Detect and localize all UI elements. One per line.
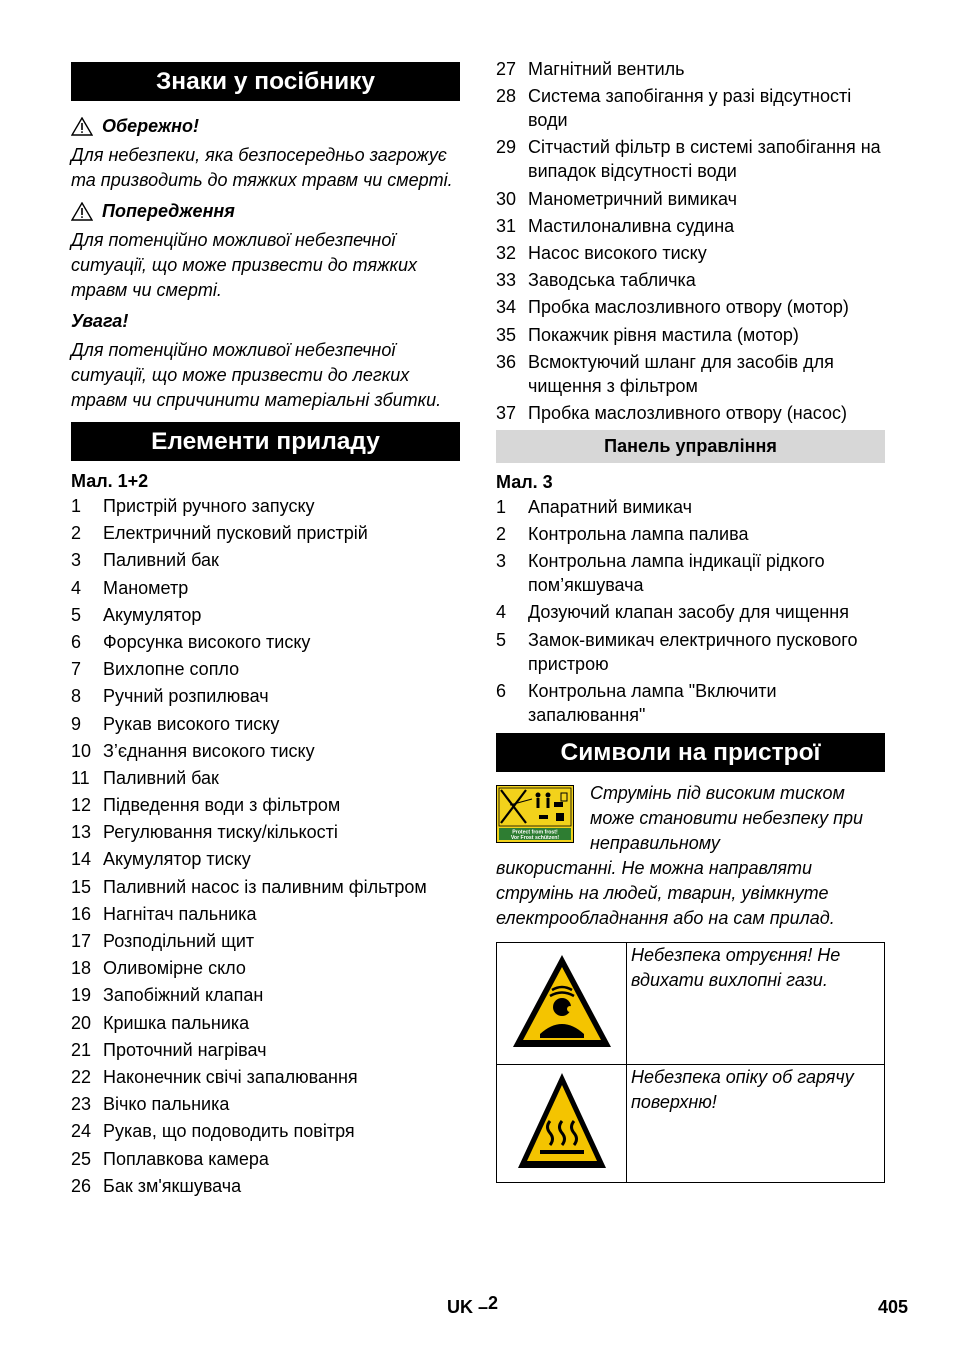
list-item: [496, 350, 885, 398]
item-text: Апаратний вимикач: [528, 496, 692, 517]
list-item: [71, 712, 460, 736]
item-number: 23: [71, 1094, 92, 1115]
item-text: Покажчик рівня мастила (мотор): [528, 324, 799, 345]
hazard-row-poisoning: [497, 942, 885, 1064]
warning-danger-heading: [71, 114, 460, 139]
hazard-table: [496, 942, 885, 1183]
item-number: 3: [496, 551, 507, 572]
item-text: Рукав високого тиску: [103, 713, 280, 734]
list-item: [496, 401, 885, 425]
item-number: 17: [71, 931, 92, 951]
elements-list: [71, 494, 460, 1198]
item-number: 2: [71, 523, 82, 544]
high-pressure-symbol-row: [496, 781, 885, 856]
list-item: [71, 956, 460, 980]
item-text: Контрольна лампа палива: [528, 524, 749, 545]
item-text: Нагнітач пальника: [103, 903, 257, 924]
item-text: Оливомірне скло: [103, 958, 246, 979]
list-item: [496, 522, 885, 546]
item-text: Контрольна лампа "Включити запалювання": [528, 680, 777, 725]
item-number: 35: [496, 324, 517, 345]
item-text: Мастилоналивна судина: [528, 215, 735, 236]
sticker-text-en: Protect from frost!: [512, 829, 558, 836]
list-item: [71, 521, 460, 545]
item-number: 30: [496, 188, 517, 209]
list-item: [71, 630, 460, 654]
right-column: [496, 57, 885, 1183]
item-text: Вічко пальника: [103, 1094, 230, 1115]
warning-danger-text: Для небезпеки, яка безпосередньо загрожує та призводить до тяжких травм чи смерті.: [71, 145, 453, 190]
item-number: 1: [496, 496, 507, 517]
list-item: [71, 548, 460, 572]
item-number: 16: [71, 903, 92, 924]
left-column: [71, 62, 460, 1201]
list-item: [496, 241, 885, 265]
item-number: 21: [71, 1039, 92, 1060]
note-label: Увага!: [71, 311, 129, 331]
item-number: 28: [496, 86, 517, 107]
hot-surface-warning-icon: [516, 1071, 608, 1171]
footer-language: [447, 1293, 499, 1318]
list-item: [71, 1092, 460, 1116]
item-number: 5: [496, 629, 507, 650]
footer-dash: –: [478, 1297, 489, 1317]
item-number: 7: [71, 659, 82, 680]
item-number: 26: [71, 1175, 92, 1196]
item-text: З’єднання високого тиску: [103, 740, 315, 761]
item-text: Акумулятор: [103, 604, 202, 625]
item-text: Сітчастий фільтр в системі запобігання на випадок відсутності води: [528, 137, 881, 182]
warning-caution-text: Для потенційно можливої небезпечної ситуації, що може призвести до тяжких травм чи смерті.: [71, 230, 417, 300]
list-item: [71, 820, 460, 844]
section-title-signs: Знаки у посібнику: [71, 62, 460, 101]
item-text: Бак зм'якшувача: [103, 1175, 242, 1196]
list-item: [71, 902, 460, 926]
item-number: 2: [496, 524, 507, 545]
item-number: 37: [496, 402, 517, 423]
item-text: Вихлопне сопло: [103, 659, 240, 680]
item-number: 10: [71, 740, 92, 761]
item-text: Пристрій ручного запуску: [103, 496, 315, 516]
list-item: [496, 600, 885, 624]
warning-triangle-icon: [71, 117, 93, 136]
item-text: Дозуючий клапан засобу для чищення: [528, 602, 849, 623]
item-number: 34: [496, 297, 517, 318]
sticker-text-de: Vor Frost schützen!: [510, 834, 560, 841]
list-item: [496, 295, 885, 319]
item-number: 9: [71, 713, 82, 734]
list-item: [71, 603, 460, 627]
item-number: 12: [71, 795, 92, 816]
item-text: Пробка маслозливного отвору (насос): [528, 402, 847, 423]
item-number: 4: [496, 602, 507, 623]
item-text: Наконечник свічі запалювання: [103, 1066, 358, 1087]
list-item: [496, 187, 885, 211]
item-number: 6: [496, 680, 507, 701]
item-text: Паливний бак: [103, 767, 219, 788]
item-text: Ручний розпилювач: [103, 686, 269, 707]
list-item: [71, 793, 460, 817]
list-item: [496, 495, 885, 519]
item-number: 25: [71, 1148, 92, 1169]
list-item: [71, 576, 460, 600]
item-number: 33: [496, 270, 517, 291]
warning-caution-label: Попередження: [102, 201, 235, 221]
item-number: 18: [71, 958, 92, 979]
high-pressure-text-top: Струмінь під високим тиском може становити небезпеку при неправильному: [590, 782, 864, 853]
item-number: 24: [71, 1121, 92, 1142]
list-item: [71, 684, 460, 708]
item-number: 1: [71, 496, 82, 516]
high-pressure-text-bottom: використанні. Не можна направляти струмінь на людей, тварин, увімкнуте електрообладнання або на сам прилад.: [496, 857, 835, 928]
item-text: Контрольна лампа індикації рідкого пом’якшувача: [528, 551, 825, 596]
item-number: 11: [71, 767, 90, 788]
list-item: [71, 739, 460, 763]
item-text: Манометр: [103, 577, 189, 598]
poisoning-warning-icon: [510, 952, 614, 1050]
item-number: 22: [71, 1066, 92, 1087]
item-text: Акумулятор тиску: [103, 849, 251, 870]
item-text: Рукав, що подоводить повітря: [103, 1121, 355, 1142]
item-number: 3: [71, 550, 82, 571]
section-title-elements: Елементи приладу: [71, 422, 460, 461]
item-text: Запобіжний клапан: [103, 985, 264, 1006]
hazard-poisoning-cell: [497, 942, 627, 1064]
item-number: 6: [71, 631, 82, 652]
section-title-symbols: Символи на пристрої: [496, 733, 885, 772]
list-item: [496, 57, 885, 81]
item-text: Система запобігання у разі відсутності води: [528, 86, 852, 131]
item-number: 29: [496, 137, 517, 158]
item-text: Магнітний вентиль: [528, 59, 685, 79]
hazard-row-burn: [497, 1064, 885, 1182]
item-number: 4: [71, 577, 82, 598]
elements-list-continued: [496, 57, 885, 425]
list-item: [71, 1174, 460, 1198]
item-text: Форсунка високого тиску: [103, 631, 311, 652]
item-number: 13: [71, 822, 92, 843]
item-number: 20: [71, 1012, 92, 1033]
item-text: Розподільний щит: [103, 931, 255, 951]
hazard-burn-text: Небезпека опіку об гарячу поверхню!: [627, 1064, 885, 1182]
item-text: Паливний бак: [103, 550, 219, 571]
item-text: Поплавкова камера: [103, 1148, 269, 1169]
list-item: [71, 1038, 460, 1062]
list-item: [71, 847, 460, 871]
list-item: [71, 1065, 460, 1089]
list-item: [71, 929, 460, 953]
item-text: Заводська табличка: [528, 270, 696, 291]
footer-page-local: 2: [488, 1293, 499, 1313]
hazard-burn-cell: [497, 1064, 627, 1182]
item-text: Всмоктуючий шланг для засобів для чищення з фільтром: [528, 351, 834, 396]
page-number: 405: [878, 1297, 909, 1317]
list-item: [496, 628, 885, 676]
warning-caution-heading: [71, 199, 460, 224]
list-item: [496, 84, 885, 132]
item-text: Підведення води з фільтром: [103, 795, 341, 816]
item-number: 14: [71, 849, 92, 870]
item-text: Проточний нагрівач: [103, 1039, 267, 1060]
list-item: [496, 214, 885, 238]
item-text: Замок-вимикач електричного пускового пристрою: [528, 629, 858, 674]
control-panel-list: [496, 495, 885, 727]
item-text: Насос високого тиску: [528, 242, 707, 263]
item-number: 8: [71, 686, 82, 707]
section-title-control-panel: Панель управління: [496, 430, 885, 463]
list-item: [496, 323, 885, 347]
figure-label: Мал. 1+2: [71, 471, 149, 491]
figure-3-label: Мал. 3: [496, 471, 553, 492]
item-number: 15: [71, 876, 92, 897]
list-item: [71, 983, 460, 1007]
note-text: Для потенційно можливої небезпечної ситуації, що може призвести до легких травм чи спричинити матеріальні збитки.: [71, 340, 442, 410]
list-item: [71, 494, 460, 518]
list-item: [71, 1119, 460, 1143]
item-number: 19: [71, 985, 92, 1006]
item-number: 31: [496, 215, 517, 236]
list-item: [71, 766, 460, 790]
warning-triangle-icon: [71, 202, 93, 221]
list-item: [71, 1147, 460, 1171]
item-text: Пробка маслозливного отвору (мотор): [528, 297, 849, 318]
hazard-poisoning-text: Небезпека отруєння! Не вдихати вихлопні гази.: [627, 942, 885, 1064]
item-text: Регулювання тиску/кількості: [103, 822, 338, 843]
high-pressure-sticker: [496, 785, 574, 843]
item-number: 32: [496, 242, 517, 263]
item-text: Електричний пусковий пристрій: [103, 523, 368, 544]
list-item: [71, 875, 460, 899]
item-text: Кришка пальника: [103, 1012, 250, 1033]
item-text: Манометричний вимикач: [528, 188, 737, 209]
list-item: [496, 135, 885, 183]
list-item: [71, 1011, 460, 1035]
item-text: Паливний насос із паливним фільтром: [103, 876, 427, 897]
list-item: [496, 679, 885, 727]
item-number: 27: [496, 59, 517, 79]
item-number: 5: [71, 604, 82, 625]
warning-danger-label: Обережно!: [102, 116, 200, 136]
item-number: 36: [496, 351, 517, 372]
list-item: [496, 549, 885, 597]
list-item: [71, 657, 460, 681]
list-item: [496, 268, 885, 292]
footer-lang: UK: [447, 1297, 473, 1317]
